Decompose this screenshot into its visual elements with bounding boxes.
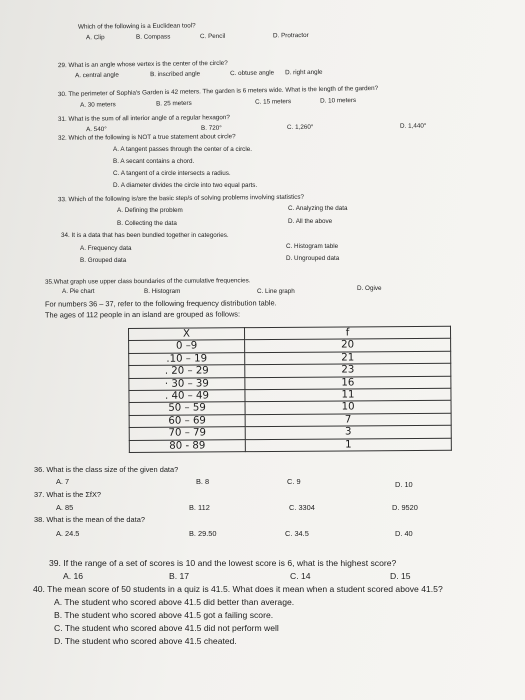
q38-option-b: B. 29.50 xyxy=(189,529,217,538)
q37-option-d: D. 9520 xyxy=(392,503,418,512)
q31-option-d: D. 1,440° xyxy=(399,122,427,130)
q30-option-c: C. 15 meters xyxy=(254,98,292,106)
table-cell-f: 21 xyxy=(245,351,451,365)
table-header-x: X xyxy=(129,328,245,341)
q35-option-a: A. Pie chart xyxy=(62,288,95,295)
q30-question: 30. The perimeter of Sophia's Garden is 42 meters. The garden is 6 meters wide. What is the length of the garden? xyxy=(57,84,379,99)
q37-option-b: B. 112 xyxy=(189,503,210,512)
table-cell-x: · 30 – 39 xyxy=(129,377,245,390)
q33-question: 33. Which of the following is/are the basic step/s of solving problems involving statistics? xyxy=(57,193,305,204)
q29-option-b: B. inscribed angle xyxy=(150,70,201,79)
q39-option-c: C. 14 xyxy=(290,571,311,581)
table-cell-x: . 40 – 49 xyxy=(129,390,245,403)
table-cell-f: 20 xyxy=(245,339,451,353)
q28-option-a: A. Clip xyxy=(86,34,105,42)
q29-option-d: D. right angle xyxy=(284,68,323,77)
q38-option-d: D. 40 xyxy=(395,529,413,538)
q39-question: 39. If the range of a set of scores is 10 and the lowest score is 6, what is the highest score? xyxy=(49,558,397,568)
table-cell-f: 16 xyxy=(245,376,451,390)
q32-option-b: B. A secant contains a chord. xyxy=(113,158,195,165)
q32-option-a: A. A tangent passes through the center of a circle. xyxy=(113,146,252,153)
q40-option-d: D. The student who scored above 41.5 cheated. xyxy=(54,636,237,646)
q31-question: 31. What is the sum of all interior angle of a regular hexagon? xyxy=(57,114,230,123)
q36-option-d: D. 10 xyxy=(395,480,413,489)
q33-option-b: B. Collecting the data xyxy=(117,220,177,227)
q35-question: 35.What graph use upper class boundaries of the cumulative frequencies. xyxy=(44,277,251,286)
q39-option-b: B. 17 xyxy=(169,571,190,581)
table-caption: The ages of 112 people in an island are grouped as follows: xyxy=(44,309,241,320)
table-cell-x: 50 – 59 xyxy=(129,402,245,415)
q28-options xyxy=(86,31,336,42)
q34-option-c: C. Histogram table xyxy=(286,243,339,250)
q35-option-c: C. Line graph xyxy=(257,288,295,295)
q31-option-b: B. 720° xyxy=(201,124,222,132)
q38-option-c: C. 34.5 xyxy=(285,529,309,538)
q33-option-d: D. All the above xyxy=(288,218,333,225)
q36-option-c: C. 9 xyxy=(287,477,301,486)
q37-option-c: C. 3304 xyxy=(289,503,315,512)
q40-option-c: C. The student who scored above 41.5 did not perform well xyxy=(54,623,279,633)
q35-option-b: B. Histogram xyxy=(144,288,181,295)
table-cell-f: 11 xyxy=(245,388,451,402)
table-cell-x: 60 – 69 xyxy=(129,415,245,428)
q34-question: 34. It is a data that has been bundled together in categories. xyxy=(61,232,229,239)
q37-question: 37. What is the ΣfX? xyxy=(34,490,102,499)
table-header-f: f xyxy=(245,326,451,340)
table-cell-x: . 20 – 29 xyxy=(129,365,245,378)
q34-option-d: D. Ungrouped data xyxy=(286,255,340,262)
table-cell-x: 0 –9 xyxy=(129,340,245,353)
table-cell-f: 7 xyxy=(245,413,451,427)
table-cell-x: 80 - 89 xyxy=(129,439,245,452)
q40-option-b: B. The student who scored above 41.5 got a failing score. xyxy=(54,610,274,620)
frequency-table xyxy=(128,326,452,453)
q29-option-a: A. central angle xyxy=(75,71,119,80)
q31-option-a: A. 540° xyxy=(86,125,107,134)
q30-option-a: A. 30 meters xyxy=(80,101,116,109)
q39-option-d: D. 15 xyxy=(390,571,411,581)
q40-question: 40. The mean score of 50 students in a quiz is 41.5. What does it mean when a student scored above 41.5? xyxy=(33,584,443,594)
q39-option-a: A. 16 xyxy=(63,571,84,581)
q28-option-d: D. Protractor xyxy=(272,31,309,40)
q31-option-c: C. 1,260° xyxy=(286,123,314,131)
q32-option-c: C. A tangent of a circle intersects a radius. xyxy=(113,170,231,177)
q29-option-c: C. obtuse angle xyxy=(230,69,275,78)
q36-option-b: B. 8 xyxy=(196,477,210,486)
q28-question: Which of the following is a Euclidean tool? xyxy=(77,22,196,31)
q38-question: 38. What is the mean of the data? xyxy=(34,515,145,524)
q34-option-a: A. Frequency data xyxy=(80,245,132,252)
table-intro: For numbers 36 – 37, refer to the following frequency distribution table. xyxy=(44,298,277,309)
q37-option-a: A. 85 xyxy=(56,503,74,512)
q30-option-d: D. 10 meters xyxy=(319,96,357,105)
q34-option-b: B. Grouped data xyxy=(80,257,127,264)
table-cell-f: 23 xyxy=(245,363,451,377)
q29-question: 29. What is an angle whose vertex is the center of the circle? xyxy=(57,59,228,70)
q38-option-a: A. 24.5 xyxy=(56,529,80,538)
table-cell-f: 10 xyxy=(245,401,451,415)
q28-option-c: C. Pencil xyxy=(200,32,226,41)
q32-question: 32. Which of the following is NOT a true statement about circle? xyxy=(57,133,236,142)
table-cell-f: 3 xyxy=(245,425,451,439)
q36-question: 36. What is the class size of the given data? xyxy=(34,465,179,474)
q36-option-a: A. 7 xyxy=(56,477,70,486)
table-cell-f: 1 xyxy=(245,438,451,452)
table-row xyxy=(129,438,451,453)
table-cell-x: 70 – 79 xyxy=(129,427,245,440)
q30-option-b: B. 25 meters xyxy=(156,99,192,108)
q33-option-c: C. Analyzing the data xyxy=(288,205,348,212)
q40-option-a: A. The student who scored above 41.5 did better than average. xyxy=(54,597,295,607)
q32-option-d: D. A diameter divides the circle into two equal parts. xyxy=(113,182,258,189)
q33-option-a: A. Defining the problem xyxy=(117,207,183,214)
q28-option-b: B. Compass xyxy=(136,33,171,41)
q35-option-d: D. Ogive xyxy=(357,285,382,292)
table-cell-x: .10 – 19 xyxy=(129,352,245,365)
